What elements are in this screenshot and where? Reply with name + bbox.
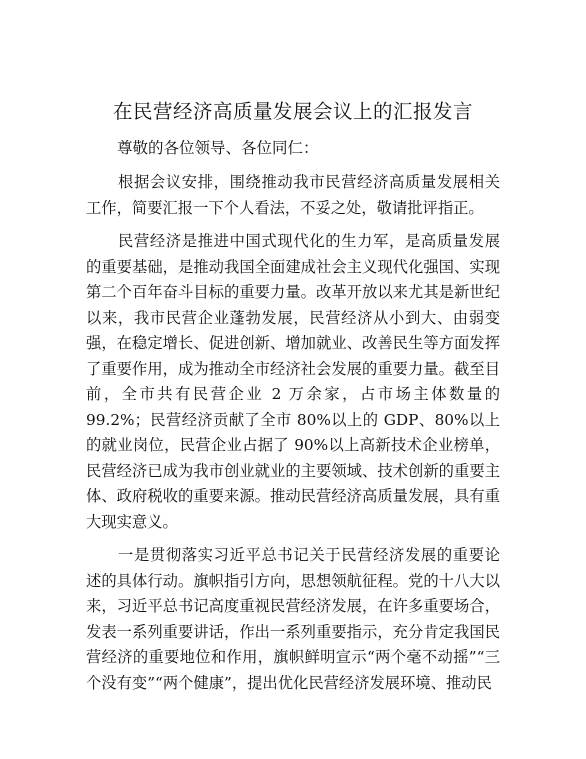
paragraph-3: 一是贯彻落实习近平总书记关于民营经济发展的重要论述的具体行动。旗帜指引方向，思想领航征程。党的十八大以来，习近平总书记高度重视民营经济发展，在许多重要场合，发表一系列重要讲话，作出一系列重要指示，充分肯定我国民营经济的重要地位和作用，旗帜鲜明宣示“两个毫不动摇”“三个没有变”“两个健康”，提出优化民营经济发展环境、推动民 (86, 546, 500, 692)
document-title: 在民营经济高质量发展会议上的汇报发言 (112, 100, 473, 123)
salutation: 尊敬的各位领导、各位同仁： (117, 139, 319, 157)
paragraph-1: 根据会议安排，围绕推动我市民营经济高质量发展相关工作，简要汇报一下个人看法，不妥之处，敬请批评指正。 (86, 173, 500, 217)
paragraph-2: 民营经济是推进中国式现代化的生力军，是高质量发展的重要基础，是推动我国全面建成社会主义现代化强国、实现第二个百年奋斗目标的重要力量。改革开放以来尤其是新世纪以来，我市民营企业蓬勃发展，民营经济从小到大、由弱变强，在稳定增长、促进创新、增加就业、改善民生等方面发挥了重要作用，成为推动全市经济社会发展的重要力量。截至目前，全市共有民营企业 2 万余家，占市场主体数量的 99.2%；民营经济贡献了全市 80%以上的 GDP、80%以上的就业岗位，民营企业占据了 90%以上高新技术企业榜单，民营经济已成为我市创业就业的主要领域、技术创新的重要主体、政府税收的重要来源。推动民营经济高质量发展，具有重大现实意义。 (86, 232, 500, 531)
